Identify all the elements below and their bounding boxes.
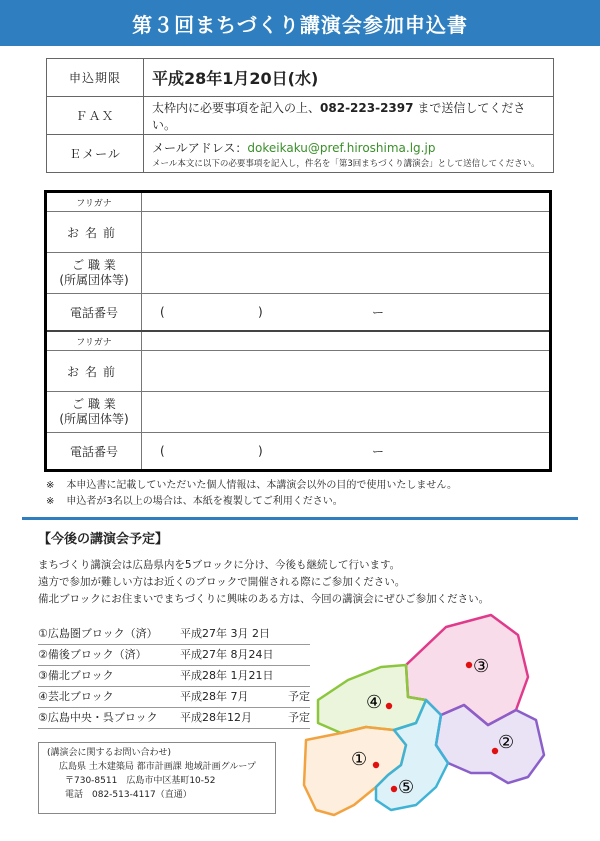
name-label: お名前 [46, 212, 142, 253]
block-schedule-list [38, 624, 310, 729]
schedule-intro [38, 557, 489, 608]
occupation-label-sub: (所属団体等) [59, 273, 129, 287]
block-name: ④芸北ブロック [38, 690, 114, 703]
email-note: メール本文に以下の必要事項を記入し，件名を「第3回まちづくり講演会」として送信してください。 [152, 158, 540, 169]
furigana-field-2[interactable] [142, 331, 551, 351]
block-date: 平成28年12月 [180, 711, 252, 724]
application-info-table [46, 58, 554, 173]
occupation-row-2 [46, 392, 551, 433]
phone-field-2[interactable] [142, 433, 551, 471]
deadline-row [47, 59, 554, 97]
list-item [38, 687, 310, 708]
hiroshima-block-map [296, 605, 556, 840]
name-field-1[interactable] [142, 212, 551, 253]
list-item [38, 624, 310, 645]
note-mark: ※ [46, 480, 55, 491]
email-row [47, 135, 554, 173]
list-item [38, 666, 310, 687]
block-name: ③備北ブロック [38, 669, 114, 682]
fax-number: 082-223-2397 [320, 100, 414, 115]
applicant-form [44, 190, 552, 472]
occupation-label-main: ご 職 業 [72, 258, 116, 272]
deadline-label: 申込期限 [47, 59, 144, 97]
block-name: ②備後ブロック（済） [38, 648, 147, 661]
map-marker-1 [373, 762, 379, 768]
map-label-4: ④ [366, 692, 383, 713]
furigana-field-1[interactable] [142, 192, 551, 212]
email-label: Ｅメール [47, 135, 144, 173]
furigana-label: フリガナ [46, 192, 142, 212]
fax-text-post: まで送信してください。 [152, 100, 526, 132]
occupation-row-1 [46, 253, 551, 294]
phone-paren-open: ( [160, 305, 165, 319]
intro-line-3: 備北ブロックにお住まいでまちづくりに興味のある方は、今回の講演会にぜひご参加ください。 [38, 593, 490, 605]
contact-phone: 電話 082-513-4117（直通） [65, 790, 192, 800]
phone-dash: ー [372, 444, 385, 459]
occupation-label-main: ご 職 業 [72, 397, 116, 411]
schedule-title: 【今後の講演会予定】 [38, 532, 169, 547]
occupation-label-sub: (所属団体等) [59, 412, 129, 426]
name-field-2[interactable] [142, 351, 551, 392]
list-item [38, 645, 310, 666]
block-date: 平成28年 1月21日 [180, 669, 274, 682]
fax-text-pre: 太枠内に必要事項を記入の上、 [152, 100, 321, 115]
map-label-5: ⑤ [398, 777, 415, 798]
page-header [0, 0, 600, 46]
contact-org: 広島県 土木建築局 都市計画課 地域計画グループ [59, 762, 256, 772]
phone-label: 電話番号 [46, 433, 142, 471]
map-label-2: ② [498, 732, 515, 753]
map-label-1: ① [351, 749, 368, 770]
block-status: 予定 [288, 690, 310, 703]
note-mark: ※ [46, 496, 55, 507]
block-date: 平成28年 7月 [180, 690, 249, 703]
fax-row [47, 97, 554, 135]
phone-field-1[interactable] [142, 294, 551, 332]
phone-dash: ー [372, 305, 385, 320]
email-prefix: メールアドレス： [152, 140, 248, 155]
deadline-date: 平成28年1月20日(水) [152, 69, 319, 88]
email-instructions [144, 135, 554, 173]
contact-address: 〒730-8511 広島市中区基町10-52 [65, 776, 216, 786]
occupation-field-1[interactable] [142, 253, 551, 294]
phone-paren-open: ( [160, 444, 165, 458]
contact-box [38, 742, 276, 814]
phone-paren-close: ) [258, 444, 263, 458]
map-marker-3 [466, 662, 472, 668]
occupation-field-2[interactable] [142, 392, 551, 433]
email-address-link[interactable]: dokeikaku@pref.hiroshima.lg.jp [247, 140, 436, 155]
furigana-row-1 [46, 192, 551, 212]
furigana-label: フリガナ [46, 331, 142, 351]
note-2 [46, 494, 457, 510]
phone-paren-close: ) [258, 305, 263, 319]
map-label-3: ③ [473, 656, 490, 677]
occupation-label [46, 392, 142, 433]
phone-row-2 [46, 433, 551, 471]
name-label: お名前 [46, 351, 142, 392]
page-title: 第３回まちづくり講演会参加申込書 [132, 12, 468, 37]
note-1 [46, 478, 457, 494]
block-name: ⑤広島中央・呉ブロック [38, 711, 158, 724]
note-2-text: 申込者が3名以上の場合は、本紙を複製してご利用ください。 [66, 496, 343, 507]
section-divider [22, 517, 578, 520]
block-date: 平成27年 3月 2日 [180, 627, 270, 640]
name-row-1 [46, 212, 551, 253]
intro-line-2: 遠方で参加が難しい方はお近くのブロックで開催される際にご参加ください。 [38, 576, 406, 588]
block-status: 予定 [288, 711, 310, 724]
block-date: 平成27年 8月24日 [180, 648, 274, 661]
note-1-text: 本申込書に記載していただいた個人情報は、本講演会以外の目的で使用いたしません。 [66, 480, 457, 491]
intro-line-1: まちづくり講演会は広島県内を5ブロックに分け、今後も継続して行います。 [38, 559, 401, 571]
list-item [38, 708, 310, 729]
deadline-value [144, 59, 554, 97]
fax-label: ＦＡＸ [47, 97, 144, 135]
fax-instructions [144, 97, 554, 135]
map-marker-4 [386, 703, 392, 709]
map-marker-5 [391, 786, 397, 792]
phone-label: 電話番号 [46, 294, 142, 332]
name-row-2 [46, 351, 551, 392]
contact-heading: (講演会に関するお問い合わせ) [47, 748, 172, 758]
furigana-row-2 [46, 331, 551, 351]
phone-row-1 [46, 294, 551, 332]
occupation-label [46, 253, 142, 294]
notes [46, 478, 457, 510]
block-name: ①広島圏ブロック（済） [38, 627, 158, 640]
